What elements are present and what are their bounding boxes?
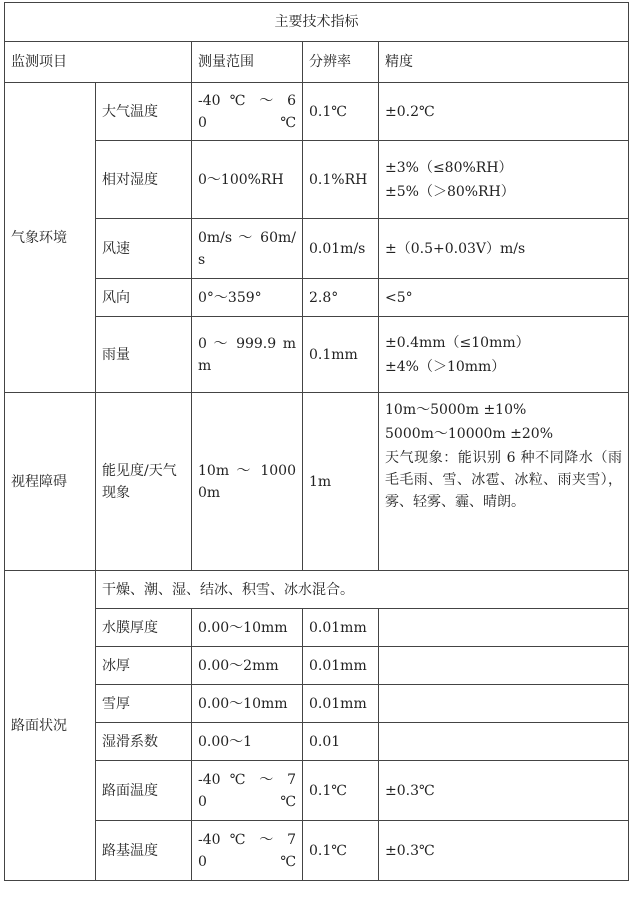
resolution-cell: 0.01mm bbox=[303, 647, 379, 685]
resolution-cell: 2.8° bbox=[303, 279, 379, 317]
range-cell: 0m/s ～ 60m/s bbox=[192, 219, 303, 279]
accuracy-line: ±3%（≤80%RH） bbox=[385, 159, 513, 176]
resolution-cell: 0.01 bbox=[303, 723, 379, 761]
spec-table bbox=[4, 2, 629, 881]
group-name: 视程障碍 bbox=[5, 393, 96, 571]
item-cell: 雪厚 bbox=[96, 685, 192, 723]
table-row bbox=[5, 317, 629, 393]
table-row bbox=[5, 821, 629, 881]
header-item: 监测项目 bbox=[5, 42, 192, 83]
header-range: 测量范围 bbox=[192, 42, 303, 83]
table-row bbox=[5, 761, 629, 821]
item-cell: 风速 bbox=[96, 219, 192, 279]
header-resolution: 分辨率 bbox=[303, 42, 379, 83]
item-cell: 湿滑系数 bbox=[96, 723, 192, 761]
accuracy-line: 天气现象：能识别 6 种不同降水（雨毛毛雨、雪、冰雹、冰粒、雨夹雪），雾、轻雾、霾、晴朗。 bbox=[385, 450, 623, 510]
header-accuracy: 精度 bbox=[379, 42, 629, 83]
range-cell: -40 ℃ ～ 70℃ bbox=[192, 821, 303, 881]
item-cell: 风向 bbox=[96, 279, 192, 317]
item-cell: 路基温度 bbox=[96, 821, 192, 881]
accuracy-cell bbox=[379, 393, 629, 571]
item-cell: 雨量 bbox=[96, 317, 192, 393]
title-row bbox=[5, 3, 629, 42]
accuracy-line: ±0.4mm（≤10mm） bbox=[385, 334, 530, 351]
table-row bbox=[5, 393, 629, 571]
item-cell: 路面温度 bbox=[96, 761, 192, 821]
resolution-cell: 1m bbox=[303, 393, 379, 571]
range-cell: 0.00～10mm bbox=[192, 609, 303, 647]
table-row bbox=[5, 219, 629, 279]
accuracy-cell bbox=[379, 317, 629, 393]
range-cell: 0°～359° bbox=[192, 279, 303, 317]
resolution-cell: 0.1mm bbox=[303, 317, 379, 393]
accuracy-cell bbox=[379, 141, 629, 219]
resolution-cell: 0.1℃ bbox=[303, 83, 379, 141]
table-row bbox=[5, 685, 629, 723]
accuracy-cell: ±0.2℃ bbox=[379, 83, 629, 141]
item-cell: 能见度/天气现象 bbox=[96, 393, 192, 571]
table-row bbox=[5, 723, 629, 761]
state-line: 干燥、潮、湿、结冰、积雪、冰水混合。 bbox=[96, 571, 629, 609]
range-cell: 0.00～2mm bbox=[192, 647, 303, 685]
accuracy-cell bbox=[379, 609, 629, 647]
accuracy-cell: <5° bbox=[379, 279, 629, 317]
accuracy-line: ±5%（＞80%RH） bbox=[385, 183, 515, 200]
range-cell: 0.00～1 bbox=[192, 723, 303, 761]
resolution-cell: 0.1%RH bbox=[303, 141, 379, 219]
table-row bbox=[5, 83, 629, 141]
table-row bbox=[5, 571, 629, 609]
accuracy-line: 5000m～10000m ±20% bbox=[385, 426, 554, 442]
item-cell: 相对湿度 bbox=[96, 141, 192, 219]
accuracy-line: ±4%（＞10mm） bbox=[385, 358, 506, 375]
group-name: 气象环境 bbox=[5, 83, 96, 393]
accuracy-cell: ±0.3℃ bbox=[379, 761, 629, 821]
range-cell: -40 ℃ ～ 70℃ bbox=[192, 761, 303, 821]
accuracy-cell bbox=[379, 647, 629, 685]
item-cell: 水膜厚度 bbox=[96, 609, 192, 647]
range-cell: 0.00～10mm bbox=[192, 685, 303, 723]
accuracy-cell bbox=[379, 723, 629, 761]
accuracy-cell: ±0.3℃ bbox=[379, 821, 629, 881]
resolution-cell: 0.01mm bbox=[303, 685, 379, 723]
range-cell: 10m ～ 10000m bbox=[192, 393, 303, 571]
range-cell: 0～100%RH bbox=[192, 141, 303, 219]
resolution-cell: 0.1℃ bbox=[303, 761, 379, 821]
table-row bbox=[5, 279, 629, 317]
resolution-cell: 0.01mm bbox=[303, 609, 379, 647]
resolution-cell: 0.01m/s bbox=[303, 219, 379, 279]
header-row bbox=[5, 42, 629, 83]
resolution-cell: 0.1℃ bbox=[303, 821, 379, 881]
accuracy-line: 10m～5000m ±10% bbox=[385, 402, 527, 418]
accuracy-cell: ±（0.5+0.03V）m/s bbox=[379, 219, 629, 279]
accuracy-cell bbox=[379, 685, 629, 723]
group-name: 路面状况 bbox=[5, 571, 96, 881]
table-row bbox=[5, 141, 629, 219]
item-cell: 冰厚 bbox=[96, 647, 192, 685]
table-title: 主要技术指标 bbox=[5, 3, 629, 42]
table-row bbox=[5, 647, 629, 685]
range-cell: -40 ℃ ～ 60℃ bbox=[192, 83, 303, 141]
item-cell: 大气温度 bbox=[96, 83, 192, 141]
table-row bbox=[5, 609, 629, 647]
range-cell: 0 ～ 999.9 mm bbox=[192, 317, 303, 393]
